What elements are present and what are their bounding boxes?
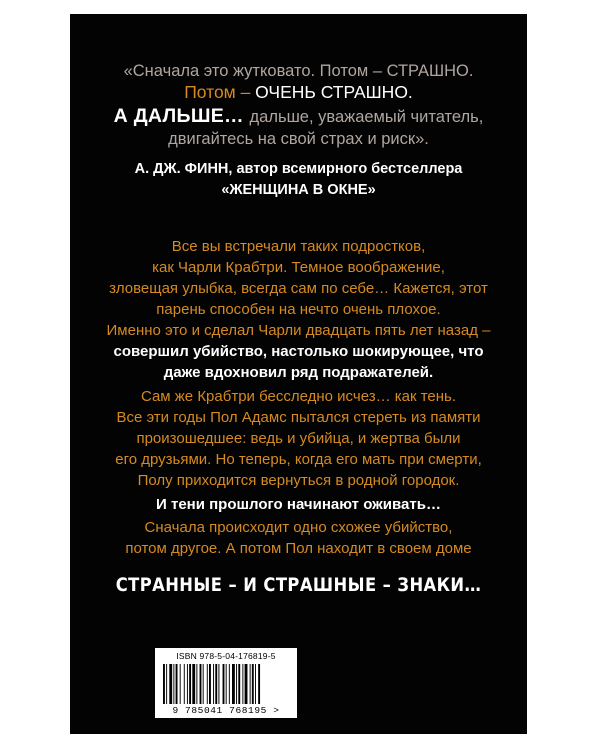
blurb-line: Полу приходится вернуться в родной городок. [137, 472, 460, 489]
quote-line-1: «Сначала это жутковато. Потом – СТРАШНО. [123, 62, 474, 80]
attribution-line-1: А. ДЖ. ФИНН, автор всемирного бестселлера [134, 161, 463, 177]
blurb-line: Сам же Крабтри бесследно исчез… как тень. [140, 388, 457, 405]
blurb-line-bold: И тени прошлого начинают оживать… [156, 496, 441, 513]
blurb-line: произошедшее: ведь и убийца, и жертва были [136, 430, 461, 447]
quote-line-3-bold: А ДАЛЬШЕ… [113, 105, 250, 127]
quote-line-4: двигайтесь на свой страх и риск». [168, 130, 429, 148]
blurb-line: его друзьями. Но теперь, когда его мать при смерти, [115, 451, 482, 468]
barcode-bars [163, 664, 289, 704]
back-cover [70, 14, 527, 734]
blurb-line: Все эти годы Пол Адамс пытался стереть из памяти [116, 409, 481, 426]
blurb-line: потом другое. А потом Пол находит в своем доме [125, 540, 472, 557]
blurb-line: Все вы встречали таких подростков, [171, 238, 426, 255]
blurb-line-bold: совершил убийство, настолько шокирующее, что [113, 343, 484, 360]
quote-line-3 [70, 105, 527, 128]
isbn-label: ISBN 978-5-04-176819-5 [176, 651, 276, 661]
tagline: СТРАННЫЕ – И СТРАШНЫЕ – ЗНАКИ… [115, 574, 482, 596]
blurb-line: Именно это и сделал Чарли двадцать пять лет назад – [106, 322, 491, 339]
quote-line-2-orange: Потом – [184, 82, 256, 102]
quote-line-2 [70, 81, 527, 104]
attribution-line-2: «ЖЕНЩИНА В ОКНЕ» [221, 182, 376, 198]
blurb-line: как Чарли Крабтри. Темное воображение, [152, 259, 445, 276]
quote-line-2-white: ОЧЕНЬ СТРАШНО. [255, 82, 413, 102]
blurb-line: Сначала происходит одно схожее убийство, [144, 519, 453, 536]
blurb-line: зловещая улыбка, всегда сам по себе… Кажется, этот [109, 280, 488, 297]
blurb-line: парень способен на нечто очень плохое. [156, 301, 441, 318]
quote-line-3-rest: дальше, уважаемый читатель, [249, 108, 484, 126]
barcode-digits: 9 785041 768195 > [172, 705, 280, 716]
isbn-barcode [155, 648, 297, 718]
blurb-line-bold: даже вдохновил ряд подражателей. [163, 364, 434, 381]
